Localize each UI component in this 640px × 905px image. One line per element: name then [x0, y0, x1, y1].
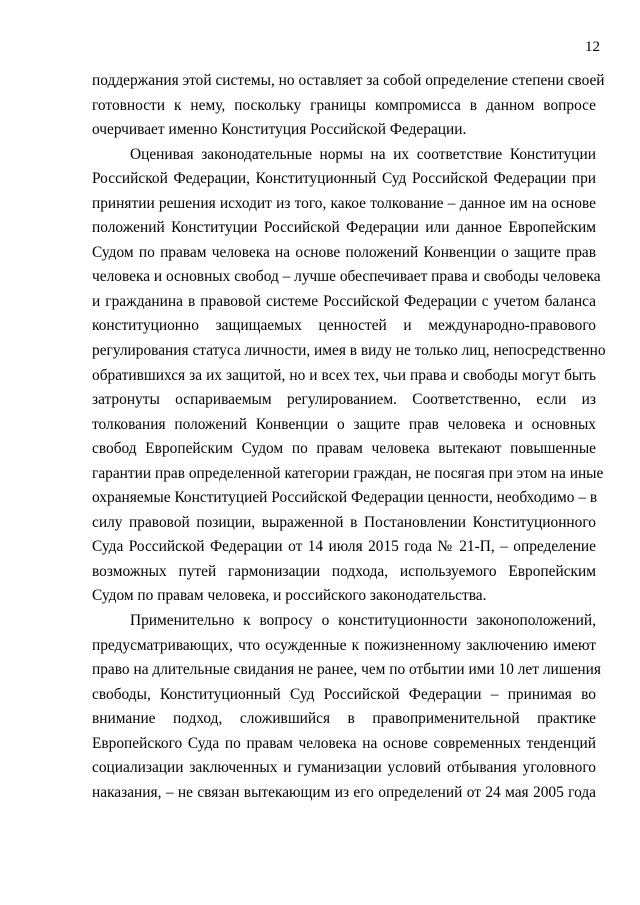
text-line: внимание подход, сложившийся в правоприменительной практике [92, 710, 596, 728]
text-line: регулирования статуса личности, имея в виду не только лиц, непосредственно [92, 342, 606, 360]
text-line: обратившихся за их защитой, но и всех тех, чьи права и свободы могут быть [92, 366, 596, 384]
paragraph [92, 143, 606, 609]
text-line: положений Конституции Российской Федерации или данное Европейским [92, 219, 596, 237]
document-body [92, 69, 606, 805]
page-number: 12 [585, 39, 600, 55]
text-line: Судом по правам человека, и российского законодательства. [92, 587, 487, 605]
text-line: Судом по правам человека на основе положений Конвенции о защите прав [92, 243, 596, 261]
text-line: и гражданина в правовой системе Российской Федерации с учетом баланса [92, 292, 596, 310]
text-line: Суда Российской Федерации от 14 июля 2015 года № 21-П, – определение [92, 538, 596, 556]
text-line: силу правовой позиции, выраженной в Постановлении Конституционного [92, 513, 596, 531]
text-line: наказания, – не связан вытекающим из его определений от 24 мая 2005 года [92, 783, 596, 801]
text-line: гарантии прав определенной категории граждан, не посягая при этом на иные [92, 464, 604, 482]
text-line: свободы, Конституционный Суд Российской Федерации – принимая во [92, 685, 596, 703]
text-line: затронуты оспариваемым регулированием. Соответственно, если из [92, 391, 596, 409]
text-line: Российской Федерации, Конституционный Суд Российской Федерации при [92, 170, 596, 188]
text-line: человека и основных свобод – лучше обеспечивает права и свободы человека [92, 268, 601, 286]
text-line: Европейского Суда по правам человека на основе современных тенденций [92, 734, 596, 752]
text-line: поддержания этой системы, но оставляет за собой определение степени своей [92, 72, 605, 89]
paragraph [92, 609, 601, 805]
text-line: право на длительные свидания не ранее, чем по отбытии ими 10 лет лишения [92, 661, 601, 679]
text-line: свобод Европейским Судом по правам человека вытекают повышенные [92, 440, 596, 458]
text-line: возможных путей гармонизации подхода, используемого Европейским [92, 562, 596, 580]
text-line: социализации заключенных и гуманизации условий отбывания уголовного [92, 759, 596, 777]
text-line: предусматривающих, что осужденные к пожизненному заключению имеют [92, 636, 596, 654]
text-line: Оценивая законодательные нормы на их соответствие Конституции [130, 145, 596, 163]
text-line: очерчивает именно Конституция Российской Федерации. [92, 121, 467, 139]
text-line: принятии решения исходит из того, какое толкование – данное им на основе [92, 194, 596, 212]
paragraph [92, 69, 605, 143]
text-line: конституционно защищаемых ценностей и международно-правового [92, 317, 596, 335]
text-line: Применительно к вопросу о конституционности законоположений, [130, 612, 596, 630]
text-line: охраняемые Конституцией Российской Федерации ценности, необходимо – в [92, 489, 598, 507]
text-line: толкования положений Конвенции о защите прав человека и основных [92, 415, 596, 433]
text-line: готовности к нему, поскольку границы компромисса в данном вопросе [92, 96, 596, 114]
